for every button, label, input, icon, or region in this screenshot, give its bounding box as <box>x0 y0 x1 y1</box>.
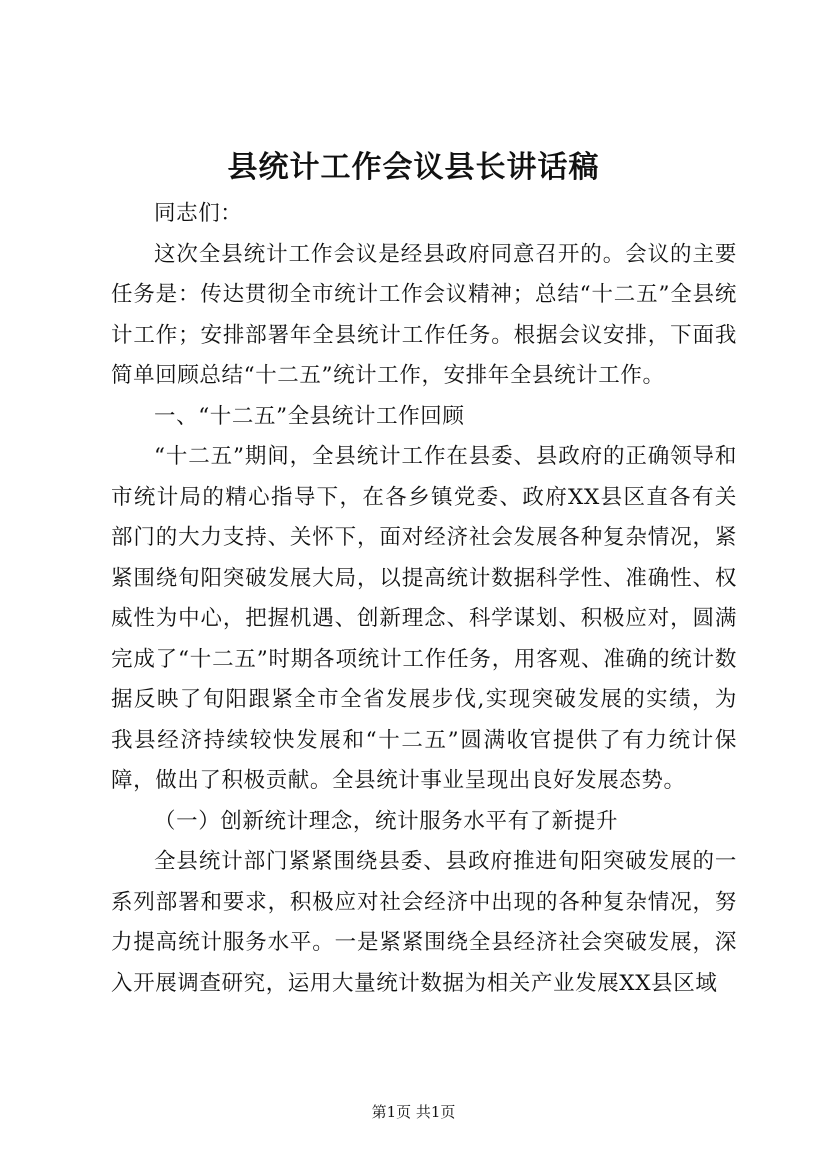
intro-paragraph: 这次全县统计工作会议是经县政府同意召开的。会议的主要任务是：传达贯彻全市统计工作会议精神；总结“十二五”全县统计工作；安排部署年全县统计工作任务。根据会议安排，下面我简单回顾总结“十二五”统计工作，安排年全县统计工作。 <box>111 241 737 388</box>
document-title: 县统计工作会议县长讲话稿 <box>227 150 600 185</box>
salutation-paragraph: 同志们： <box>154 201 243 226</box>
subsection-heading-1: （一）创新统计理念，统计服务水平有了新提升 <box>154 808 619 834</box>
section-heading-1: 一、“十二五”全县统计工作回顾 <box>154 403 465 429</box>
service-paragraph: 全县统计部门紧紧围绕县委、县政府推进旬阳突破发展的一系列部署和要求，积极应对社会经济中出现的各种复杂情况，努力提高统计服务水平。一是紧紧围绕全县经济社会突破发展，深入开展调查研究，运用大量统计数据为相关产业发展XX县区域 <box>111 849 737 996</box>
review-paragraph: “十二五”期间，全县统计工作在县委、县政府的正确领导和市统计局的精心指导下，在各乡镇党委、政府XX县区直各有关部门的大力支持、关怀下，面对经济社会发展各种复杂情况，紧紧围绕旬阳突破发展大局，以提高统计数据科学性、准确性、权威性为中心，把握机遇、创新理念、科学谋划、积极应对，圆满完成了“十二五”时期各项统计工作任务，用客观、准确的统计数据反映了旬阳跟紧全市全省发展步伐,实现突破发展的实绩，为我县经济持续较快发展和“十二五”圆满收官提供了有力统计保障，做出了积极贡献。全县统计事业呈现出良好发展态势。 <box>111 444 737 793</box>
document-body <box>111 194 737 1004</box>
page-footer: 第1页 共1页 <box>371 1103 456 1121</box>
